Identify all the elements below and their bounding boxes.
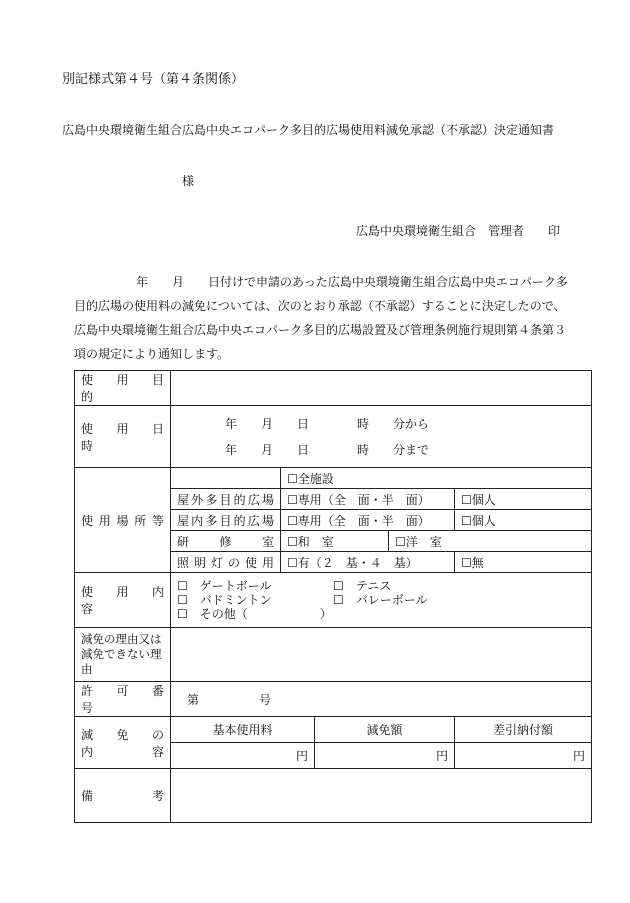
content-other-checkbox[interactable]: ☐ その他（ ） (177, 607, 332, 621)
place-indoor-label: 屋内多目的広場 (171, 510, 281, 531)
body-line: 年 月 日付けで申請のあった広島中央環境衛生組合広島中央エコパーク多 (136, 275, 568, 289)
reduction-label: 減 免 の 内 容 (75, 717, 171, 769)
net-payment-field[interactable]: 円 (455, 743, 592, 769)
place-label: 使用場所等 (75, 468, 171, 573)
content-field[interactable] (171, 573, 592, 628)
datetime-from: 年 月 日 時 分から (225, 416, 430, 431)
net-payment-header: 差引納付額 (455, 717, 592, 743)
reduction-amount-header: 減免額 (315, 717, 455, 743)
place-training-option[interactable]: ☐和 室 (281, 531, 389, 552)
content-volleyball-checkbox[interactable]: ☐ バレーボール (333, 593, 428, 607)
place-outdoor-label: 屋外多目的広場 (171, 489, 281, 510)
notice-form-table (74, 370, 592, 823)
purpose-field[interactable] (171, 371, 592, 406)
basic-fee-field[interactable]: 円 (171, 743, 315, 769)
place-outdoor-option[interactable]: ☐専用（全 面・半 面） (281, 489, 455, 510)
body-line: 目的広場の使用料の減免については、次のとおり承認（不承認）することに決定したので、 (74, 299, 566, 313)
reason-label: 減免の理由又は減免できない理由 (75, 628, 171, 682)
addressee-suffix: 様 (182, 174, 195, 188)
place-training-extra[interactable]: ☐洋 室 (389, 531, 592, 552)
document-title: 広島中央環境衛生組合広島中央エコパーク多目的広場使用料減免承認（不承認）決定通知書 (62, 123, 555, 137)
content-badminton-checkbox[interactable]: ☐ バドミントン (177, 593, 272, 607)
purpose-label: 使 用 目 的 (75, 371, 171, 406)
place-outdoor-extra[interactable]: ☐個人 (455, 489, 592, 510)
datetime-field[interactable] (171, 406, 592, 468)
content-label: 使 用 内 容 (75, 573, 171, 628)
permit-field[interactable]: 第 号 (171, 682, 592, 717)
place-blank (171, 468, 281, 489)
reduction-amount-field[interactable]: 円 (315, 743, 455, 769)
basic-fee-header: 基本使用料 (171, 717, 315, 743)
body-line: 項の規定により通知します。 (74, 347, 230, 361)
content-tennis-checkbox[interactable]: ☐ テニス (333, 579, 392, 593)
permit-label: 許 可 番 号 (75, 682, 171, 717)
content-gateball-checkbox[interactable]: ☐ ゲートボール (177, 579, 272, 593)
reason-field[interactable] (171, 628, 592, 682)
place-indoor-extra[interactable]: ☐個人 (455, 510, 592, 531)
remarks-label: 備 考 (75, 769, 171, 823)
datetime-label: 使 用 日 時 (75, 406, 171, 468)
place-training-label: 研 修 室 (171, 531, 281, 552)
place-indoor-option[interactable]: ☐専用（全 面・半 面） (281, 510, 455, 531)
all-facilities-checkbox[interactable]: ☐全施設 (281, 468, 592, 489)
remarks-field[interactable] (171, 769, 592, 823)
notice-body (74, 270, 594, 366)
form-label: 別記様式第４号（第４条関係） (62, 72, 245, 87)
place-lighting-label: 照明灯の使用 (171, 552, 281, 573)
issuer-line: 広島中央環境衛生組合 管理者 印 (356, 224, 561, 238)
place-lighting-option[interactable]: ☐有（２ 基・４ 基） (281, 552, 455, 573)
place-lighting-extra[interactable]: ☐無 (455, 552, 592, 573)
datetime-to: 年 月 日 時 分まで (225, 442, 430, 457)
body-line: 広島中央環境衛生組合広島中央エコパーク多目的広場設置及び管理条例施行規則第４条第３ (74, 323, 567, 337)
